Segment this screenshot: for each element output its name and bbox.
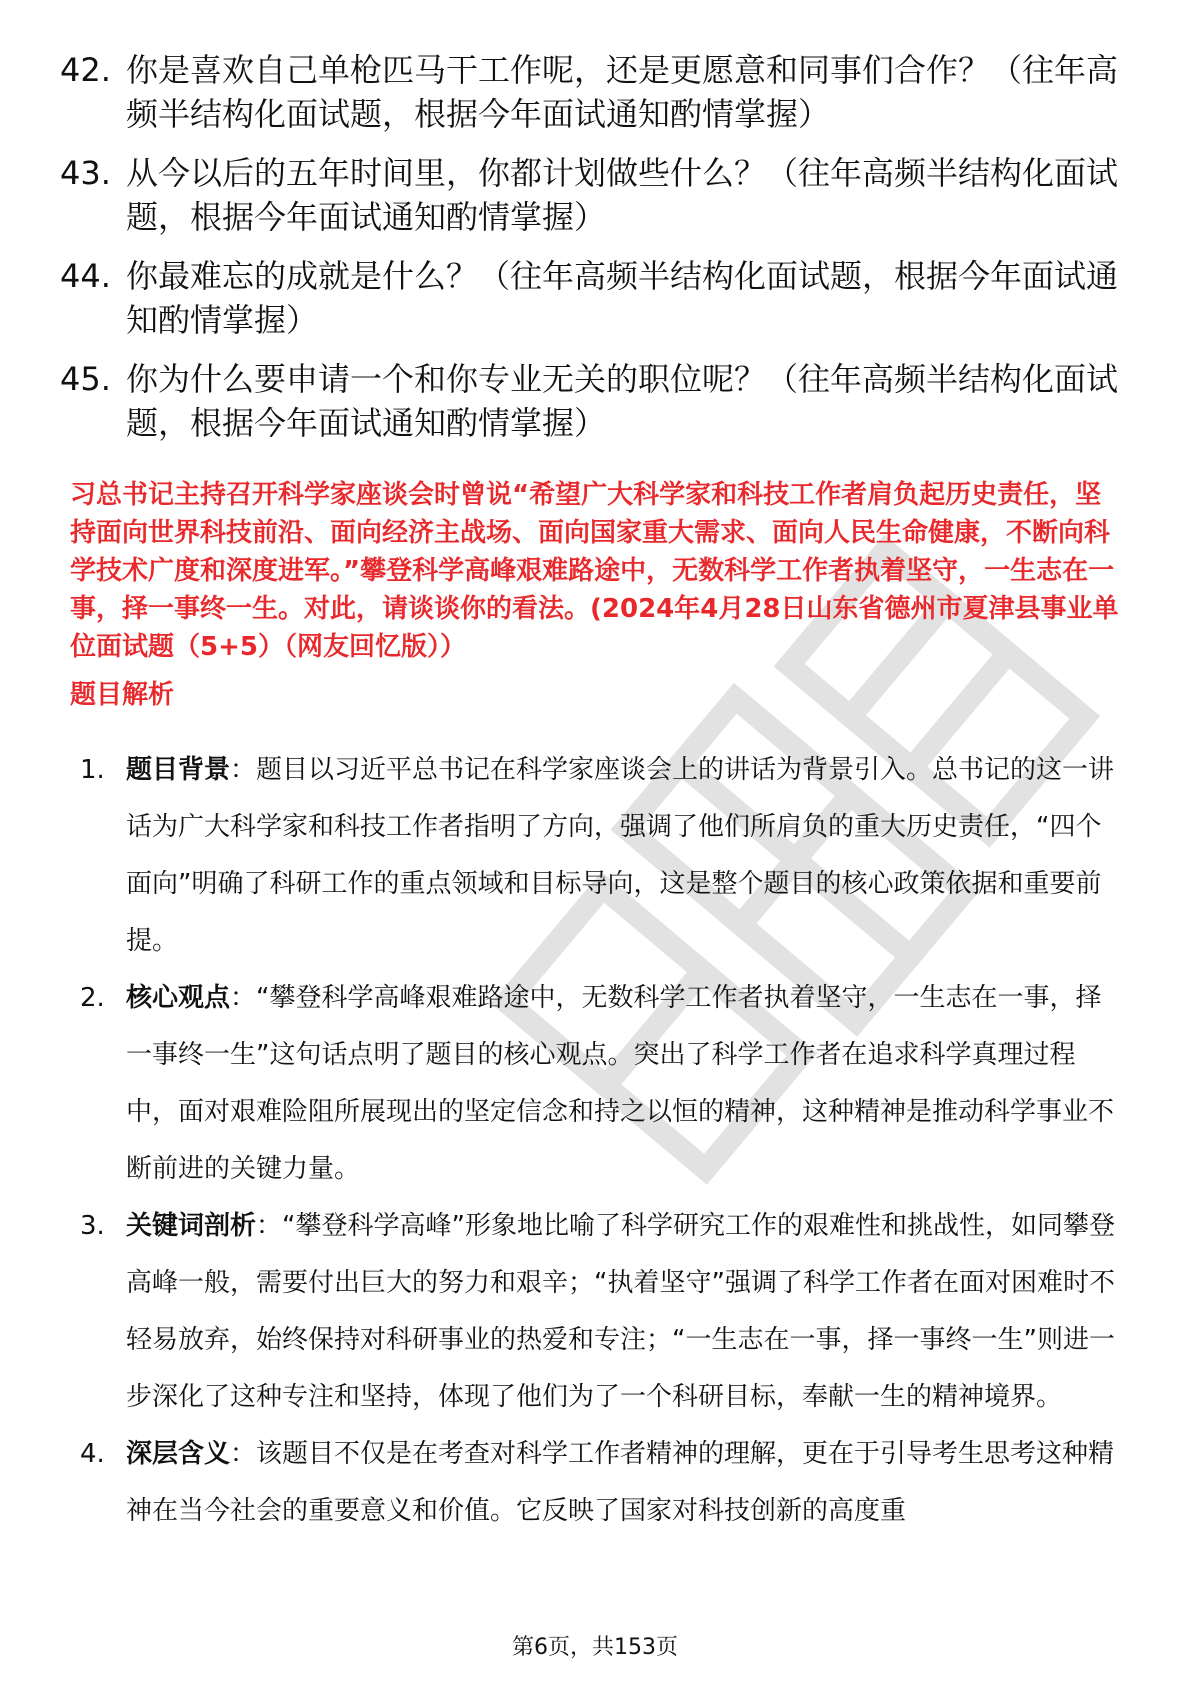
analysis-heading: 题目解析 <box>70 680 175 710</box>
question-text: 你是喜欢自己单枪匹马干工作呢，还是更愿意和同事们合作？（往年高频半结构化面试题，根据今年面试通知酌情掌握） <box>126 51 1119 133</box>
analysis-list <box>80 742 1120 1540</box>
analysis-item-separator: ： <box>230 1439 257 1469</box>
question-number: 42. <box>60 51 111 89</box>
analysis-item <box>80 742 1120 970</box>
analysis-item-body <box>126 1426 1120 1540</box>
analysis-item-separator: ： <box>230 983 257 1013</box>
question-item <box>60 357 1120 445</box>
analysis-item-label: 题目背景 <box>126 755 231 785</box>
featured-question: 习总书记主持召开科学家座谈会时曾说“希望广大科学家和科技工作者肩负起历史责任，坚持面向世界科技前沿、面向经济主战场、面向国家重大需求、面向人民生命健康，不断向科学技术广度和深度进军。”攀登科学高峰艰难路途中，无数科学工作者执着坚守，一生志在一事，择一事终一生。对此，请谈谈你的看法。(2024年4月28日山东省德州市夏津县事业单位面试题（5+5）（网友回忆版）） <box>70 480 1119 662</box>
analysis-item-number: 4. <box>80 1439 105 1469</box>
page-footer: 第6页，共153页 <box>512 1635 678 1660</box>
question-number: 45. <box>60 360 111 398</box>
analysis-item-text: 题目以习近平总书记在科学家座谈会上的讲话为背景引入。总书记的这一讲话为广大科学家和科技工作者指明了方向，强调了他们所肩负的重大历史责任，“四个面向”明确了科研工作的重点领域和目标导向，这是整个题目的核心政策依据和重要前提。 <box>126 755 1115 956</box>
analysis-item-text: “攀登科学高峰艰难路途中，无数科学工作者执着坚守，一生志在一事，择一事终一生”这句话点明了题目的核心观点。突出了科学工作者在追求科学真理过程中，面对艰难险阻所展现出的坚定信念和持之以恒的精神，这种精神是推动科学事业不断前进的关键力量。 <box>126 983 1115 1184</box>
question-item <box>60 254 1120 342</box>
analysis-item <box>80 1426 1120 1540</box>
question-number: 43. <box>60 154 111 192</box>
analysis-item-body <box>126 970 1120 1198</box>
analysis-item-text: “攀登科学高峰”形象地比喻了科学研究工作的艰难性和挑战性，如同攀登高峰一般，需要付出巨大的努力和艰辛；“执着坚守”强调了科学工作者在面对困难时不轻易放弃，始终保持对科研事业的热爱和专注；“一生志在一事，择一事终一生”则进一步深化了这种专注和坚持，体现了他们为了一个科研目标，奉献一生的精神境界。 <box>126 1211 1115 1412</box>
analysis-item-label: 核心观点 <box>126 983 231 1013</box>
analysis-item <box>80 1198 1120 1426</box>
question-item <box>60 151 1120 239</box>
analysis-item-body <box>126 742 1120 970</box>
question-list <box>60 48 1120 460</box>
analysis-item-label: 深层含义 <box>126 1439 231 1469</box>
analysis-item-label: 关键词剖析 <box>126 1211 257 1241</box>
analysis-item-number: 1. <box>80 755 105 785</box>
question-text: 你最难忘的成就是什么？（往年高频半结构化面试题，根据今年面试通知酌情掌握） <box>126 257 1119 339</box>
question-text: 你为什么要申请一个和你专业无关的职位呢？（往年高频半结构化面试题，根据今年面试通知酌情掌握） <box>126 360 1119 442</box>
question-number: 44. <box>60 257 111 295</box>
question-text: 从今以后的五年时间里，你都计划做些什么？（往年高频半结构化面试题，根据今年面试通知酌情掌握） <box>126 154 1119 236</box>
analysis-item <box>80 970 1120 1198</box>
analysis-item-number: 2. <box>80 983 105 1013</box>
question-item <box>60 48 1120 136</box>
analysis-item-separator: ： <box>230 755 257 785</box>
analysis-item-number: 3. <box>80 1211 105 1241</box>
analysis-item-body <box>126 1198 1120 1426</box>
analysis-item-separator: ： <box>256 1211 283 1241</box>
analysis-item-text: 该题目不仅是在考查对科学工作者精神的理解，更在于引导考生思考这种精神在当今社会的重要意义和价值。它反映了国家对科技创新的高度重 <box>126 1439 1115 1526</box>
